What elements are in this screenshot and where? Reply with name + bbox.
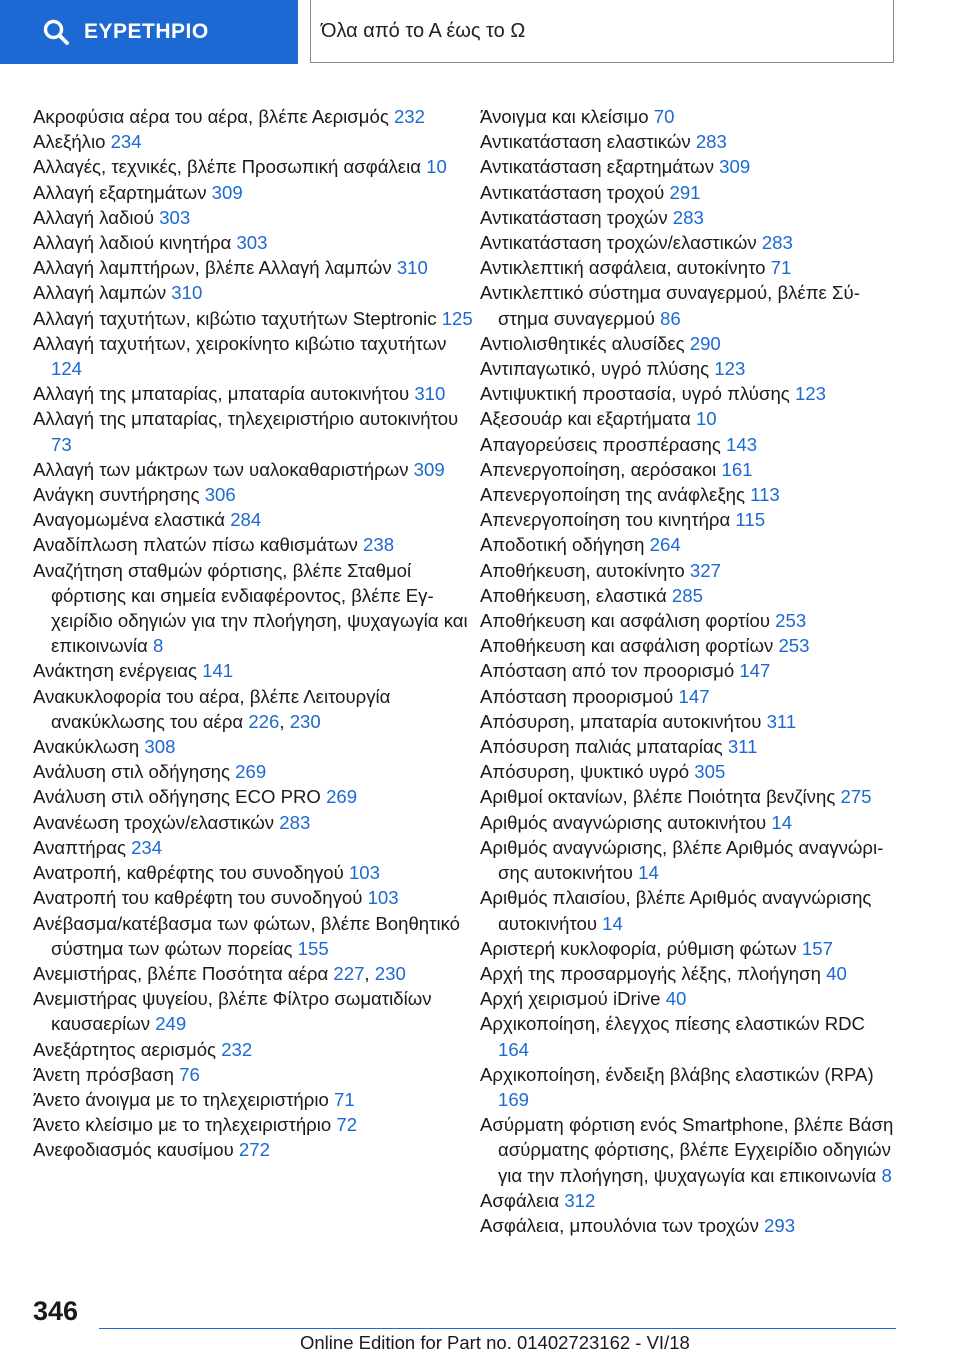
index-entry bbox=[480, 104, 900, 129]
index-term: Αντιολισθητικές αλυσίδες bbox=[480, 332, 690, 354]
index-entry bbox=[33, 507, 473, 532]
index-entry bbox=[480, 381, 900, 406]
index-term: Άνετο κλείσιμο με το τηλεχειριστήριο bbox=[33, 1114, 337, 1136]
index-entry bbox=[480, 180, 900, 205]
page-link[interactable]: 269 bbox=[326, 786, 358, 808]
page-link[interactable]: 14 bbox=[771, 811, 793, 833]
index-entry bbox=[33, 810, 473, 835]
index-entry bbox=[480, 1188, 900, 1213]
page-link[interactable]: 147 bbox=[678, 685, 710, 707]
page-link[interactable]: 124 bbox=[51, 358, 83, 380]
page-link[interactable]: 310 bbox=[396, 257, 428, 279]
index-term: Αλλαγή λαμπτήρων, βλέπε Αλλαγή λαμπών bbox=[33, 257, 397, 279]
index-entry bbox=[33, 154, 473, 179]
index-entry bbox=[480, 684, 900, 709]
footer-edition: Online Edition for Part no. 01402723162 - VI/18 bbox=[300, 1332, 690, 1353]
index-entry bbox=[480, 331, 900, 356]
page-link[interactable]: 10 bbox=[426, 156, 447, 178]
index-term: Αλλαγή λαμπών bbox=[33, 282, 172, 304]
index-term: Αναζήτηση σταθμών φόρτισης, βλέπε Σταθμοί φόρτισης και σημεία ενδιαφέροντος, βλέπε Εγχειρίδιο οδηγιών για την πλοήγηση, ψυχαγωγία και επικοινωνία bbox=[33, 559, 468, 657]
index-term: Αλλαγή ταχυτήτων, κιβώτιο ταχυτήτων Steptronic bbox=[33, 307, 442, 329]
page-link[interactable]: 227 bbox=[333, 962, 365, 984]
index-term: Ανεμιστήρας ψυγείου, βλέπε Φίλτρο σωματιδίων καυσαερίων bbox=[33, 988, 432, 1035]
index-entry bbox=[33, 1137, 473, 1162]
index-entry bbox=[33, 986, 473, 1036]
page-link[interactable]: 103 bbox=[348, 862, 380, 884]
page-link[interactable]: 147 bbox=[739, 660, 771, 682]
az-tab-label: Όλα από το Α έως το Ω bbox=[321, 19, 526, 42]
index-term: Αντιψυκτική προστασία, υγρό πλύσης bbox=[480, 383, 795, 405]
page-link[interactable]: 230 bbox=[289, 710, 321, 732]
index-entry bbox=[480, 633, 900, 658]
page-link[interactable]: 308 bbox=[144, 736, 176, 758]
page-link[interactable]: 115 bbox=[735, 509, 766, 531]
index-term: Ανεφοδιασμός καυσίμου bbox=[33, 1139, 239, 1161]
index-entry bbox=[480, 835, 900, 885]
index-term: Αριθμός αναγνώρισης, βλέπε Αριθμός αναγνώρισης αυτοκινήτου bbox=[480, 836, 884, 884]
page-link[interactable]: 8 bbox=[152, 635, 164, 657]
page-link[interactable]: 169 bbox=[498, 1088, 530, 1110]
index-entry bbox=[480, 558, 900, 583]
index-term: Άνετο άνοιγμα με το τηλεχειριστήριο bbox=[33, 1088, 334, 1110]
page-link[interactable]: 290 bbox=[689, 332, 721, 354]
index-entry bbox=[480, 532, 900, 557]
page-link[interactable]: 293 bbox=[764, 1214, 796, 1236]
index-term: Αποδοτική οδήγηση bbox=[480, 534, 650, 556]
index-entry bbox=[480, 936, 900, 961]
page-link[interactable]: 312 bbox=[564, 1189, 596, 1211]
index-entry bbox=[33, 1112, 473, 1137]
index-term: Αντικλεπτική ασφάλεια, αυτοκίνητο bbox=[480, 257, 771, 279]
page-link[interactable]: 161 bbox=[721, 458, 753, 480]
index-term: Αντιπαγωτικό, υγρό πλύσης bbox=[480, 358, 715, 380]
index-term: Αλλαγή των μάκτρων των υαλοκαθαριστήρων bbox=[33, 458, 414, 480]
index-term: Αντικλεπτικό σύστημα συναγερμού, βλέπε Σύστημα συναγερμού bbox=[480, 282, 860, 329]
index-term: Αρχικοποίηση, έλεγχος πίεσης ελαστικών RDC bbox=[480, 1013, 865, 1035]
index-term: Αλεξήλιο bbox=[33, 131, 111, 153]
index-entry bbox=[33, 885, 473, 910]
index-term: Αλλαγές, τεχνικές, βλέπε Προσωπική ασφάλεια bbox=[33, 156, 427, 178]
index-term: Αλλαγή ταχυτήτων, χειροκίνητο κιβώτιο ταχυτήτων bbox=[33, 332, 447, 354]
index-entry bbox=[33, 1037, 473, 1062]
page-link[interactable]: 123 bbox=[714, 358, 746, 380]
footer-divider bbox=[99, 1328, 896, 1329]
index-entry bbox=[33, 331, 473, 381]
index-tab[interactable] bbox=[0, 0, 298, 64]
index-term: Ανατροπή του καθρέφτη του συνοδηγού bbox=[33, 887, 368, 909]
index-term: Αντικατάσταση τροχών bbox=[480, 206, 673, 228]
index-term: Ανάλυση στιλ οδήγησης ECO PRO bbox=[33, 786, 327, 808]
index-entry bbox=[33, 658, 473, 683]
page-link[interactable]: 311 bbox=[766, 710, 797, 732]
index-term: Απενεργοποίηση, αερόσακοι bbox=[480, 458, 722, 480]
index-entry bbox=[480, 406, 900, 431]
index-term: Αντικατάσταση ελαστικών bbox=[480, 131, 696, 153]
index-entry bbox=[480, 1062, 900, 1112]
index-term: Αλλαγή λαδιού κινητήρα bbox=[33, 232, 237, 254]
page-link[interactable]: 238 bbox=[363, 534, 395, 556]
index-term: Αρχή χειρισμού iDrive bbox=[480, 988, 666, 1010]
index-term: Αλλαγή λαδιού bbox=[33, 206, 160, 228]
index-term: Αποθήκευση και ασφάλιση φορτίου bbox=[480, 610, 776, 632]
index-entry bbox=[33, 784, 473, 809]
index-term: Ασφάλεια bbox=[480, 1189, 565, 1211]
page-link[interactable]: 275 bbox=[840, 786, 872, 808]
index-entry bbox=[480, 658, 900, 683]
index-entry bbox=[480, 784, 900, 809]
index-entry bbox=[33, 532, 473, 557]
index-term: Ανέβασμα/κατέβασμα των φώτων, βλέπε Βοηθητικό σύστημα των φώτων πορείας bbox=[33, 912, 461, 959]
index-term: Ανάγκη συντήρησης bbox=[33, 484, 205, 506]
page-link[interactable]: 283 bbox=[695, 131, 727, 153]
index-term: Αρχικοποίηση, ένδειξη βλάβης ελαστικών (RPA) bbox=[480, 1063, 874, 1085]
index-term: Ανεμιστήρας, βλέπε Ποσότητα αέρα bbox=[33, 962, 334, 984]
page-link[interactable]: 303 bbox=[159, 206, 191, 228]
index-entry bbox=[480, 482, 900, 507]
index-term: Ανανέωση τροχών/ελαστικών bbox=[33, 811, 280, 833]
index-term: Αντικατάσταση τροχού bbox=[480, 181, 670, 203]
index-entry bbox=[33, 759, 473, 784]
index-entry bbox=[33, 180, 473, 205]
index-term: Άνετη πρόσβαση bbox=[33, 1063, 180, 1085]
index-term: Αριστερή κυκλοφορία, ρύθμιση φώτων bbox=[480, 937, 802, 959]
page-link[interactable]: 249 bbox=[155, 1013, 187, 1035]
index-entry: Ανακυκλοφορία του αέρα, βλέπε Λειτουργία ανακύκλωσης του αέρα 226, 230 bbox=[33, 685, 391, 732]
page-link[interactable]: 123 bbox=[794, 383, 826, 405]
page-link[interactable]: 284 bbox=[230, 509, 262, 531]
index-entry bbox=[33, 280, 473, 305]
index-entry bbox=[33, 457, 473, 482]
index-term: Απενεργοποίηση του κινητήρα bbox=[480, 509, 736, 531]
page-link[interactable]: 125 bbox=[441, 307, 473, 329]
page-link[interactable]: 14 bbox=[638, 862, 659, 884]
index-entry bbox=[480, 432, 900, 457]
page-link[interactable]: 232 bbox=[221, 1038, 253, 1060]
index-term: Αλλαγή της μπαταρίας, μπαταρία αυτοκινήτου bbox=[33, 383, 415, 405]
page-link[interactable]: 70 bbox=[653, 106, 675, 127]
index-entry bbox=[33, 205, 473, 230]
page-link[interactable]: 76 bbox=[179, 1063, 200, 1085]
index-entry bbox=[480, 810, 900, 835]
index-entry bbox=[480, 709, 900, 734]
page-link[interactable]: 327 bbox=[689, 559, 721, 581]
index-term: Αρχή της προσαρμογής λέξης, πλοήγηση bbox=[480, 962, 827, 984]
index-term: Αριθμοί οκτανίων, βλέπε Ποιότητα βενζίνης bbox=[480, 786, 841, 808]
page-link[interactable]: 10 bbox=[695, 408, 717, 430]
index-term: Αριθμός πλαισίου, βλέπε Αριθμός αναγνώρισης αυτοκινήτου bbox=[480, 887, 872, 934]
index-term: Ανακυκλοφορία του αέρα, βλέπε Λειτουργία ανακύκλωσης του αέρα bbox=[33, 685, 391, 732]
page-link[interactable]: 306 bbox=[204, 484, 236, 506]
index-term: Αντικατάσταση τροχών/ελαστικών bbox=[480, 232, 762, 254]
page-link[interactable]: 40 bbox=[665, 988, 687, 1010]
page-link[interactable]: 283 bbox=[279, 811, 311, 833]
index-entry bbox=[33, 129, 473, 154]
page-link[interactable]: 141 bbox=[202, 660, 234, 682]
index-term: Αλλαγή της μπαταρίας, τηλεχειριστήριο αυτοκινήτου bbox=[33, 408, 459, 430]
index-term: Απόσταση από τον προορισμό bbox=[480, 660, 740, 682]
page-link[interactable]: 253 bbox=[775, 610, 807, 632]
index-entry bbox=[480, 280, 900, 330]
index-term: Ανάκτηση ενέργειας bbox=[33, 660, 203, 682]
page-link[interactable]: 269 bbox=[235, 761, 267, 783]
page-link[interactable]: 232 bbox=[393, 106, 425, 127]
index-entry bbox=[480, 129, 900, 154]
index-term: Αποθήκευση, ελαστικά bbox=[480, 584, 672, 606]
index-entry bbox=[480, 759, 900, 784]
index-term: Άνοιγμα και κλείσιμο bbox=[480, 106, 654, 127]
index-entry bbox=[480, 734, 900, 759]
page-link[interactable]: 264 bbox=[649, 534, 681, 556]
index-entry bbox=[480, 154, 900, 179]
index-term: Αποθήκευση και ασφάλιση φορτίων bbox=[480, 635, 779, 657]
page-link[interactable]: 103 bbox=[367, 887, 399, 909]
page-link[interactable]: 291 bbox=[669, 181, 701, 203]
page-link[interactable]: 71 bbox=[334, 1088, 355, 1110]
page-link[interactable]: 253 bbox=[778, 635, 810, 657]
page-link[interactable]: 310 bbox=[171, 282, 203, 304]
index-entry bbox=[480, 507, 900, 532]
index-entry bbox=[33, 482, 473, 507]
index-entry bbox=[33, 835, 473, 860]
page-link[interactable]: 143 bbox=[726, 433, 758, 455]
page-link[interactable]: 8 bbox=[881, 1164, 892, 1186]
page-link[interactable]: 155 bbox=[297, 937, 329, 959]
index-term: Αναγομωμένα ελαστικά bbox=[33, 509, 231, 531]
page-link[interactable]: 309 bbox=[413, 458, 445, 480]
index-term: Απόσυρση, ψυκτικό υγρό bbox=[480, 761, 695, 783]
index-entry bbox=[480, 205, 900, 230]
page-link[interactable]: 310 bbox=[414, 383, 446, 405]
index-entry: Ανεμιστήρας, βλέπε Ποσότητα αέρα 227, 230 bbox=[33, 962, 406, 984]
index-entry bbox=[480, 1011, 900, 1061]
index-entry bbox=[480, 1112, 900, 1188]
page-link[interactable]: 40 bbox=[826, 962, 847, 984]
page-link[interactable]: 14 bbox=[602, 912, 623, 934]
page-link[interactable]: 283 bbox=[672, 206, 704, 228]
index-term: Αντικατάσταση εξαρτημάτων bbox=[480, 156, 720, 178]
index-column-left bbox=[33, 104, 473, 1163]
page-link[interactable]: 285 bbox=[671, 584, 703, 606]
page-link[interactable]: 305 bbox=[694, 761, 726, 783]
index-entry bbox=[480, 885, 900, 935]
page-link[interactable]: 272 bbox=[238, 1139, 270, 1161]
index-term: Απαγορεύσεις προσπέρασης bbox=[480, 433, 727, 455]
page-link[interactable]: 73 bbox=[51, 433, 72, 455]
page-link[interactable]: 226 bbox=[248, 710, 280, 732]
index-entry bbox=[33, 1062, 473, 1087]
index-term: Απόσυρση παλιάς μπαταρίας bbox=[480, 736, 728, 758]
index-entry bbox=[33, 558, 473, 659]
page-link[interactable]: 309 bbox=[211, 181, 243, 203]
index-entry bbox=[480, 583, 900, 608]
index-term: Απόσταση προορισμού bbox=[480, 685, 679, 707]
index-entry bbox=[480, 986, 900, 1011]
page-link[interactable]: 113 bbox=[750, 484, 780, 506]
page-link[interactable]: 309 bbox=[719, 156, 751, 178]
index-term: Απόσυρση, μπαταρία αυτοκινήτου bbox=[480, 710, 767, 732]
page-link[interactable]: 283 bbox=[761, 232, 793, 254]
page-link[interactable]: 311 bbox=[727, 736, 758, 758]
index-entry bbox=[33, 306, 473, 331]
index-tab-label: ΕΥΡΕΤΗΡΙΟ bbox=[84, 20, 209, 43]
az-tab[interactable] bbox=[310, 0, 894, 63]
index-column-right bbox=[480, 104, 900, 1238]
index-term: Ασύρματη φόρτιση ενός Smartphone, βλέπε Βάση ασύρματης φόρτισης, βλέπε Εγχειρίδιο οδηγιών για την πλοήγηση, ψυχαγωγία και επικοινωνία bbox=[480, 1114, 894, 1186]
index-entry bbox=[33, 911, 473, 961]
index-entry bbox=[480, 608, 900, 633]
page-link[interactable]: 234 bbox=[110, 131, 142, 153]
index-entry bbox=[480, 356, 900, 381]
index-entry bbox=[480, 230, 900, 255]
index-entry bbox=[33, 255, 473, 280]
index-entry bbox=[33, 860, 473, 885]
index-term: Ανεξάρτητος αερισμός bbox=[33, 1038, 222, 1060]
index-entry bbox=[480, 961, 900, 986]
index-term: Αξεσουάρ και εξαρτήματα bbox=[480, 408, 696, 430]
page-link[interactable]: 86 bbox=[660, 307, 681, 329]
page-link[interactable]: 230 bbox=[374, 962, 406, 984]
index-entry bbox=[480, 1213, 900, 1238]
index-entry bbox=[480, 457, 900, 482]
index-term: Αναδίπλωση πλατών πίσω καθισμάτων bbox=[33, 534, 364, 556]
page-link[interactable]: 71 bbox=[770, 257, 792, 279]
page-link[interactable]: 164 bbox=[498, 1038, 530, 1060]
index-term: Ακροφύσια αέρα του αέρα, βλέπε Αερισμός bbox=[33, 106, 394, 127]
index-term: Αλλαγή εξαρτημάτων bbox=[33, 181, 212, 203]
index-term: Απενεργοποίηση της ανάφλεξης bbox=[480, 484, 751, 506]
index-entry bbox=[480, 255, 900, 280]
index-term: Αποθήκευση, αυτοκίνητο bbox=[480, 559, 690, 581]
index-entry bbox=[33, 230, 473, 255]
page-link[interactable]: 303 bbox=[236, 232, 268, 254]
index-term: Αριθμός αναγνώρισης αυτοκινήτου bbox=[480, 811, 772, 833]
index-entry bbox=[33, 381, 473, 406]
index-term: Ανακύκλωση bbox=[33, 736, 145, 758]
page-link[interactable]: 157 bbox=[801, 937, 833, 959]
index-entry bbox=[33, 104, 473, 129]
page-number: 346 bbox=[33, 1296, 79, 1326]
search-icon bbox=[38, 14, 74, 50]
index-term: Ανατροπή, καθρέφτης του συνοδηγού bbox=[33, 862, 349, 884]
index-term: Αναπτήρας bbox=[33, 836, 132, 858]
index-term: Ασφάλεια, μπουλόνια των τροχών bbox=[480, 1214, 765, 1236]
index-term: Ανάλυση στιλ οδήγησης bbox=[33, 761, 236, 783]
page-link[interactable]: 234 bbox=[131, 836, 163, 858]
index-entry bbox=[33, 734, 473, 759]
page-link[interactable]: 72 bbox=[336, 1114, 358, 1136]
index-entry bbox=[33, 1087, 473, 1112]
index-entry bbox=[33, 406, 473, 456]
